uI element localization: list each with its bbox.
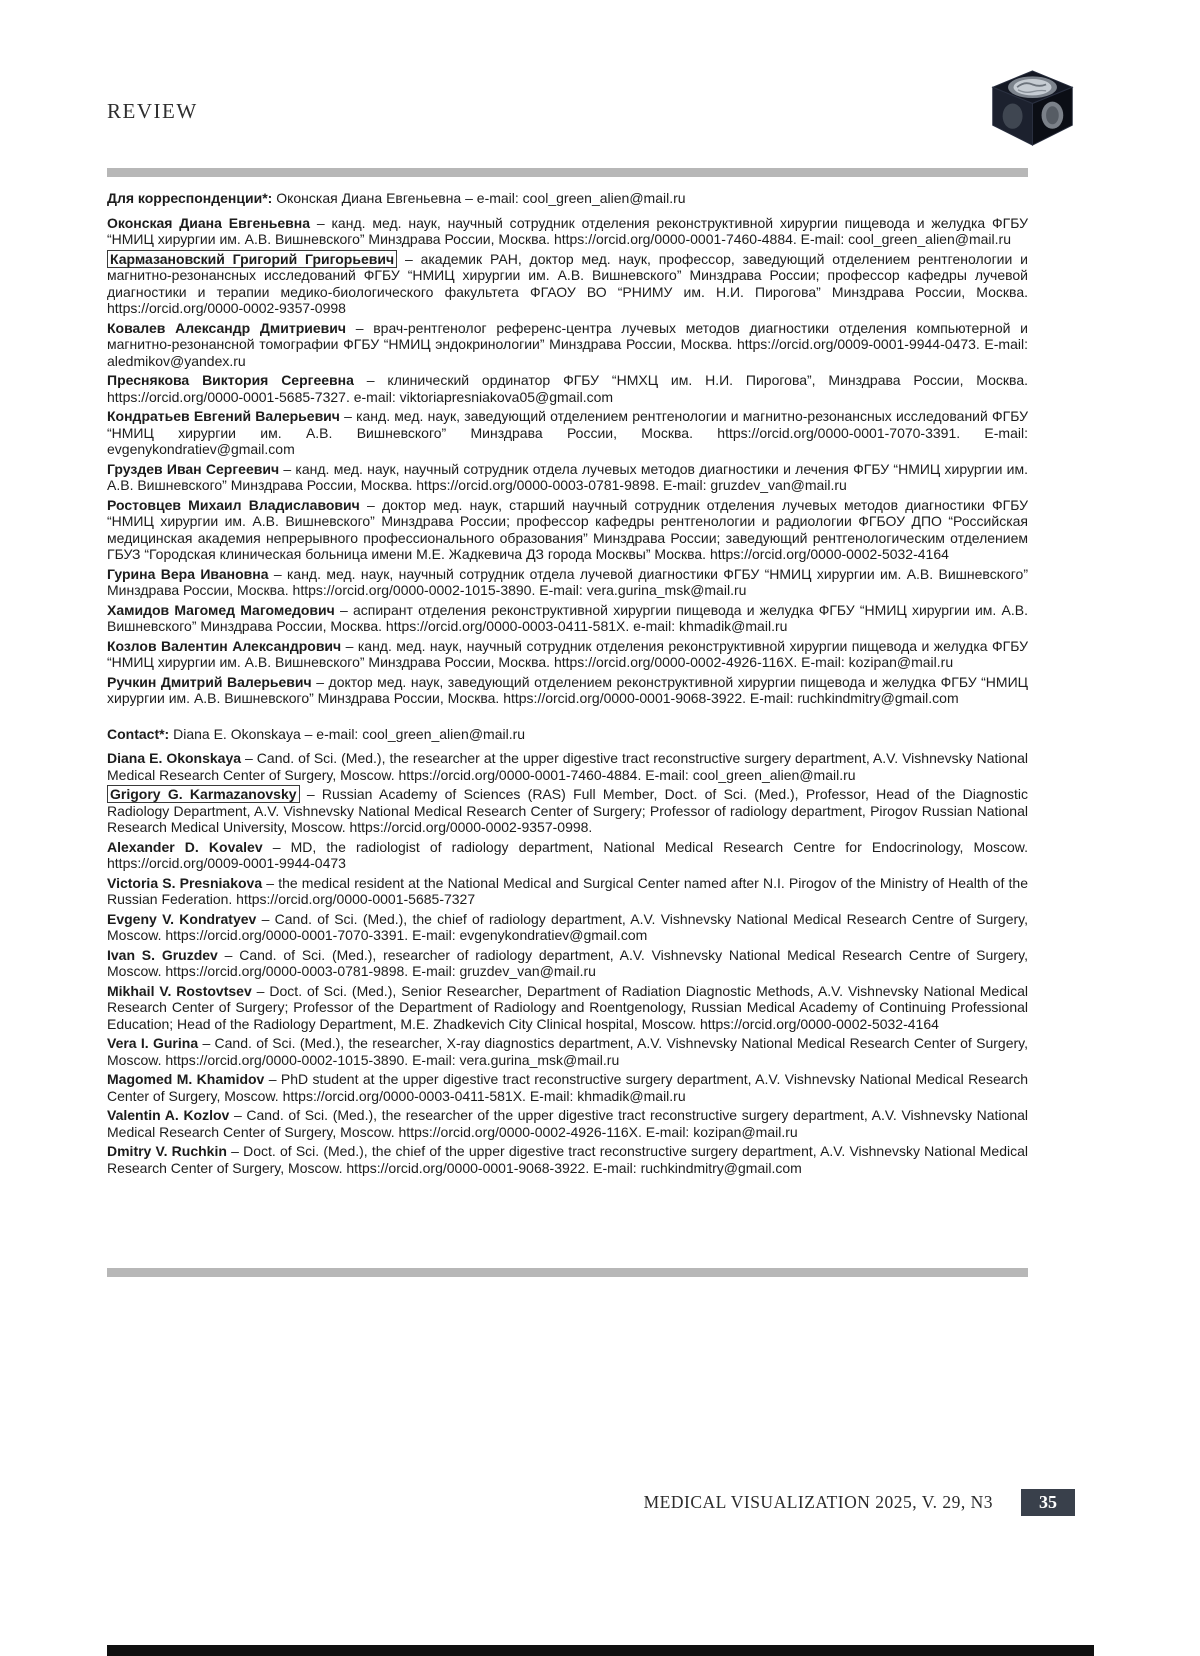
author-description: – Cand. of Sci. (Med.), the researcher of the upper digestive tract reconstructive surgery department, A.V. Vishnevsky National Medical Research Center of Surgery, Moscow. https://orcid.org/0000-0002-4926-116X. E-mail: kozipan@mail.ru (107, 1107, 1028, 1140)
author-entry (107, 875, 1028, 908)
author-name: Evgeny V. Kondratyev (107, 910, 257, 927)
author-entry (107, 251, 1028, 317)
author-entry (107, 320, 1028, 370)
footer-journal-title: MEDICAL VISUALIZATION 2025, V. 29, N3 (643, 1492, 993, 1512)
author-name-boxed: Кармазановский Григорий Григорьевич (107, 250, 397, 268)
author-name: Magomed M. Khamidov (107, 1071, 265, 1087)
author-entry (107, 372, 1028, 405)
author-entry (107, 408, 1028, 458)
author-description: – клинический ординатор ФГБУ “НМХЦ им. Н.И. Пирогова”, Минздрава России, Москва. https://orcid.org/0000-0001-5685-7327. e-mail: viktoriapresniakova05@gmail.com (107, 372, 1028, 405)
author-name: Victoria S. Presniakova (107, 874, 263, 891)
top-divider (107, 168, 1028, 177)
author-description: – канд. мед. наук, научный сотрудник отдела лучевых методов диагностики и лечения ФГБУ “НМИЦ хирургии им. А.В. Вишневского” Минздрава России, Москва. https://orcid.org/0000-0003-0781-9898. E-mail: gruzdev_van@mail.ru (107, 460, 1028, 493)
journal-logo (985, 70, 1080, 146)
author-description: – Cand. of Sci. (Med.), the researcher, X-ray diagnostics department, A.V. Vishnevsky National Medical Research Center of Surgery, Moscow. https://orcid.org/0000-0002-1015-3890. E-mail: vera.gurina_msk@mail.ru (107, 1035, 1029, 1068)
section-label: REVIEW (107, 99, 198, 123)
author-description: – MD, the radiologist of radiology department, National Medical Research Centre for Endocrinology, Moscow. https://orcid.org/0009-0001-9944-0473 (107, 838, 1029, 871)
author-name: Ivan S. Gruzdev (107, 946, 218, 963)
page-number: 35 (1021, 1489, 1075, 1516)
author-description: – академик РАН, доктор мед. наук, профессор, заведующий отделением рентгенологии и магнитно-резонансных исследований ФГБУ “НМИЦ хирургии им. А.В. Вишневского” Минздрава России; профессор кафедры лучевой диагностики и терапии медико-биологического факультета ФГАОУ ВО “РНИМУ им. Н.И. Пирогова” Минздрава России, Москва. https://orcid.org/0000-0002-9357-0998 (107, 250, 1028, 316)
author-description: – Cand. of Sci. (Med.), the chief of radiology department, A.V. Vishnevsky National Medical Research Centre of Surgery, Moscow. https://orcid.org/0000-0001-7070-3391. E-mail: evgenykondratiev@gmail.com (107, 910, 1028, 943)
author-description: – врач-рентгенолог референс-центра лучевых методов диагностики отделения компьютерной и магнитно-резонансной томографии ФГБУ “НМИЦ эндокринологии” Минздрава России, Москва. https://orcid.org/0009-0001-9944-0473. E-mail: aledmikov@yandex.ru (107, 319, 1028, 369)
authors-ru-list (107, 215, 1028, 707)
author-entry (107, 786, 1028, 836)
author-entry (107, 947, 1028, 980)
contact-label: Contact*: (107, 725, 170, 742)
author-entry (107, 497, 1028, 563)
author-description: – канд. мед. наук, заведующий отделением рентгенологии и магнитно-резонансных исследований ФГБУ “НМИЦ хирургии им. А.В. Вишневского” Минздрава России, Москва. https://orcid.org/0000-0001-7070-3391. E-mail: evgenykondratiev@gmail.com (107, 408, 1028, 457)
author-entry (107, 1035, 1028, 1068)
author-entry (107, 566, 1028, 599)
correspondence-label: Для корреспонденции*: (107, 190, 273, 206)
author-name: Козлов Валентин Александрович (107, 637, 342, 654)
author-description: – доктор мед. наук, старший научный сотрудник отделения лучевых методов диагностики ФГБУ “НМИЦ хирургии им. А.В. Вишневского” Минздрава России; профессор кафедры рентгенологии и радиологии ФГБОУ ДПО “Российская медицинская академия непрерывного профессионального образования” Минздрава России; заведующий рентгенологическим отделением ГБУЗ “Городская клиническая больница имени М.Е. Жадкевича ДЗ города Москвы” Москва. https://orcid.org/0000-0002-5032-4164 (107, 496, 1028, 562)
author-description: – Russian Academy of Sciences (RAS) Full Member, Doct. of Sci. (Med.), Professor, Head of the Diagnostic Radiology Department, A.V. Vishnevsky National Medical Research Center of Surgery; Professor of radiology department, Pirogov Russian National Research Medical University, Moscow. https://orcid.org/0000-0002-9357-0998. (107, 786, 1028, 835)
author-name: Оконская Диана Евгеньевна (107, 214, 311, 231)
author-name: Кондратьев Евгений Валерьевич (107, 408, 340, 424)
author-description: – канд. мед. наук, научный сотрудник отделения реконструктивной хирургии пищевода и желудка ФГБУ “НМИЦ хирургии им. А.В. Вишневского” Минздрава России, Москва. https://orcid.org/0000-0001-7460-4884. E-mail: cool_green_alien@mail.ru (107, 214, 1028, 247)
correspondence-text: Оконская Диана Евгеньевна – e-mail: cool_green_alien@mail.ru (272, 190, 686, 206)
author-entry (107, 1143, 1028, 1176)
author-name-boxed: Grigory G. Karmazanovsky (107, 785, 300, 803)
author-name: Alexander D. Kovalev (107, 838, 263, 855)
author-information (107, 190, 1028, 1179)
author-description: – PhD student at the upper digestive tract reconstructive surgery department, A.V. Vishnevsky National Medical Research Center of Surgery, Moscow. https://orcid.org/0000-0003-0411-581X. E-mail: khmadik@mail.ru (107, 1071, 1028, 1104)
author-name: Ручкин Дмитрий Валерьевич (107, 673, 312, 690)
author-entry (107, 602, 1028, 635)
author-description: – Cand. of Sci. (Med.), the researcher at the upper digestive tract reconstructive surgery department, A.V. Vishnevsky National Medical Research Center of Surgery, Moscow. https://orcid.org/0000-0001-7460-4884. E-mail: cool_green_alien@mail.ru (107, 750, 1029, 783)
author-entry (107, 983, 1028, 1033)
author-name: Хамидов Магомед Магомедович (107, 601, 335, 618)
author-description: – канд. мед. наук, научный сотрудник отдела лучевой диагностики ФГБУ “НМИЦ хирургии им. А.В. Вишневского” Минздрава России, Москва. https://orcid.org/0000-0002-1015-3890. E-mail: vera.gurina_msk@mail.ru (107, 565, 1029, 598)
author-entry (107, 911, 1028, 944)
author-description: – Doct. of Sci. (Med.), Senior Researcher, Department of Radiation Diagnostic Methods, A.V. Vishnevsky National Medical Research Center of Surgery; Professor of the Department of Radiology and Roentgenology, Russian Medical Academy of Continuing Professional Education; Head of the Radiology Department, M.E. Zhadkevich City Clinical hospital, Moscow. https://orcid.org/0000-0002-5032-4164 (107, 982, 1028, 1032)
author-entry (107, 638, 1028, 671)
author-name: Груздев Иван Сергеевич (107, 460, 280, 477)
author-entry (107, 1071, 1028, 1104)
authors-en-list (107, 750, 1028, 1176)
section-gap (107, 710, 1028, 726)
author-entry (107, 839, 1028, 872)
author-name: Diana E. Okonskaya (107, 750, 242, 766)
bottom-divider (107, 1268, 1028, 1277)
author-name: Dmitry V. Ruchkin (107, 1143, 227, 1159)
author-description: – Doct. of Sci. (Med.), the chief of the upper digestive tract reconstructive surgery department, A.V. Vishnevsky National Medical Research Center of Surgery, Moscow. https://orcid.org/0000-0001-9068-3922. E-mail: ruchkindmitry@gmail.com (107, 1143, 1028, 1176)
author-entry (107, 750, 1028, 783)
page-footer (644, 1489, 1075, 1516)
footer-rule (107, 1645, 1094, 1656)
author-entry (107, 1107, 1028, 1140)
cube-brain-logo-icon (985, 70, 1080, 146)
author-description: – аспирант отделения реконструктивной хирургии пищевода и желудка ФГБУ “НМИЦ хирургии им. А.В. Вишневского” Минздрава России, Москва. https://orcid.org/0000-0003-0411-581X. e-mail: khmadik@mail.ru (107, 601, 1028, 634)
author-description: – канд. мед. наук, научный сотрудник отделения реконструктивной хирургии пищевода и желудка ФГБУ “НМИЦ хирургии им. А.В. Вишневского” Минздрава России, Москва. https://orcid.org/0000-0002-4926-116X. E-mail: kozipan@mail.ru (107, 637, 1028, 670)
correspondence-line (107, 190, 1028, 207)
author-entry (107, 674, 1028, 707)
author-name: Гурина Вера Ивановна (107, 565, 269, 582)
author-name: Vera I. Gurina (107, 1035, 199, 1051)
author-description: – доктор мед. наук, заведующий отделением реконструктивной хирургии пищевода и желудка ФГБУ “НМИЦ хирургии им. А.В. Вишневского” Минздрава России, Москва. https://orcid.org/0000-0001-9068-3922. E-mail: ruchkindmitry@gmail.com (107, 673, 1028, 706)
author-entry (107, 215, 1028, 248)
author-description: – the medical resident at the National Medical and Surgical Center named after N.I. Pirogov of the Ministry of Health of the Russian Federation. https://orcid.org/0000-0001-5685-7327 (107, 874, 1029, 907)
author-entry (107, 461, 1028, 494)
contact-line (107, 726, 1028, 743)
author-name: Valentin A. Kozlov (107, 1107, 230, 1123)
author-name: Ростовцев Михаил Владиславович (107, 496, 360, 513)
author-description: – Cand. of Sci. (Med.), researcher of radiology department, A.V. Vishnevsky National Medical Research Centre of Surgery, Moscow. https://orcid.org/0000-0003-0781-9898. E-mail: gruzdev_van@mail.ru (107, 946, 1028, 979)
author-name: Ковалев Александр Дмитриевич (107, 319, 346, 336)
contact-text: Diana E. Okonskaya – e-mail: cool_green_alien@mail.ru (169, 725, 526, 742)
author-name: Преснякова Виктория Сергеевна (107, 372, 354, 388)
author-name: Mikhail V. Rostovtsev (107, 982, 252, 999)
